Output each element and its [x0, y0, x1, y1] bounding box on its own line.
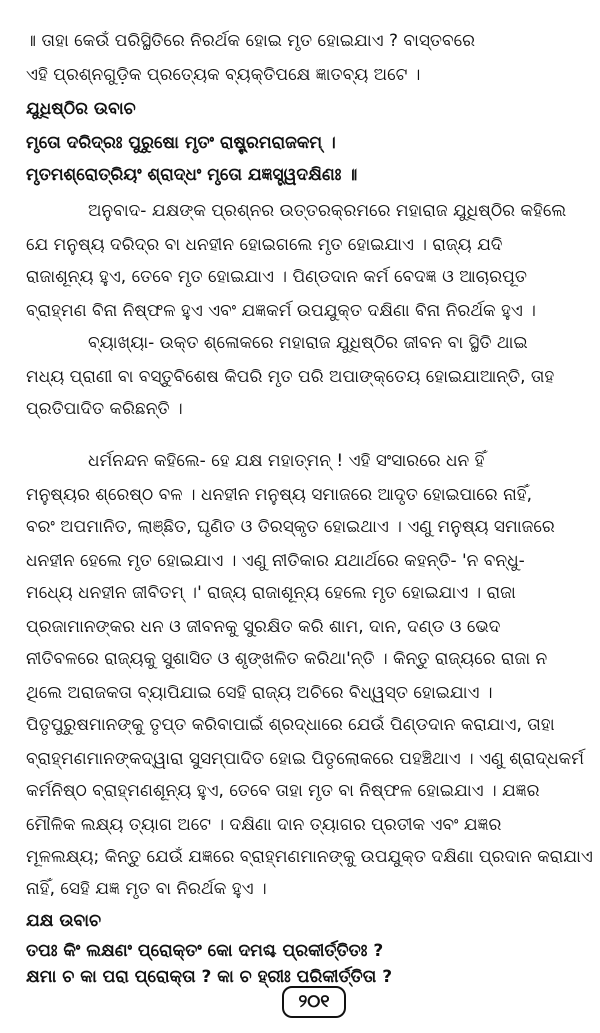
text-line: ॥ ତାହା କେଉଁ ପରିସ୍ଥିତିରେ ନିରର୍ଥକ ହୋଇ ମୃତ ହୋଇଯାଏ ? ବାସ୍ତବରେ — [26, 31, 476, 51]
text-line: ଧର୍ମନନ୍ଦନ କହିଲେ- ହେ ଯକ୍ଷ ମହାତ୍ମନ୍ ! ଏହି ସଂସାରରେ ଧନ ହିଁ — [88, 451, 485, 471]
verse-line: ତପଃ କିଂ ଲକ୍ଷଣଂ ପ୍ରୋକ୍ତଂ କୋ ଦମଶ୍ଚ ପ୍ରକୀର୍ତ୍ତିତଃ ? — [26, 941, 384, 961]
speaker-heading: ଯୁଧିଷ୍ଠିର ଉବାଚ — [26, 99, 136, 119]
text-line: ମଧ୍ୟ ପ୍ରାଣୀ ବା ବସ୍ତୁବିଶେଷ କିପରି ମୃତ ପରି ଅପାଙ୍‌କ୍ତେୟ ହୋଇଯାଆନ୍ତି, ତାହ — [26, 367, 555, 387]
text-line: ଧନହୀନ ହେଲେ ମୃତ ହୋଇଯାଏ । ଏଣୁ ନୀତିକାର ଯଥାର୍ଥରେ କହନ୍ତି- 'ନ ବନ୍ଧୁ- — [26, 551, 525, 571]
text-line: ରାଜାଶୂନ୍ୟ ହୁଏ, ତେବେ ମୃତ ହୋଇଯାଏ । ପିଣ୍ଡଦାନ କର୍ମ ବେଦଜ୍ଞ ଓ ଆଚାରପୂତ — [26, 267, 527, 287]
text-line: ପିତୃପୁରୁଷମାନଙ୍କୁ ତୃପ୍ତ କରିବାପାଇଁ ଶ୍ରଦ୍ଧାରେ ଯେଉଁ ପିଣ୍ଡଦାନ କରାଯାଏ, ତାହା — [26, 715, 555, 735]
verse-line: ମୃତମଶ୍ରୋତ୍ରିୟଂ ଶ୍ରାଦ୍ଧଂ ମୃତୋ ଯଜ୍ଞସ୍ତ୍ୱଦକ୍ଷିଣଃ ॥ — [26, 165, 358, 185]
text-line: ଅନୁବାଦ- ଯକ୍ଷଙ୍କ ପ୍ରଶ୍ନର ଉତ୍ତରକ୍ରମରେ ମହାରାଜ ଯୁଧିଷ୍ଠିର କହିଲେ — [88, 201, 567, 221]
text-line: ବ୍ରାହ୍ମଣମାନଙ୍କଦ୍ୱାରା ସୁସମ୍ପାଦିତ ହୋଇ ପିତୃଲୋକରେ ପହଞ୍ଚିଥାଏ । ଏଣୁ ଶ୍ରାଦ୍ଧକର୍ମ — [26, 749, 584, 769]
verse-line: କ୍ଷମା ଚ କା ପରା ପ୍ରୋକ୍ତା ? କା ଚ ହ୍ରୀଃ ପରିକୀର୍ତ୍ତିତା ? — [26, 967, 393, 987]
text-line: ବ୍ରାହ୍ମଣ ବିନା ନିଷ୍ଫଳ ହୁଏ ଏବଂ ଯଜ୍ଞକର୍ମ ଉପଯୁକ୍ତ ଦକ୍ଷିଣା ବିନା ନିରର୍ଥକ ହୁଏ । — [26, 301, 536, 321]
text-line: ମନୁଷ୍ୟର ଶ୍ରେଷ୍ଠ ବଳ । ଧନହୀନ ମନୁଷ୍ୟ ସମାଜରେ ଆଦୃତ ହୋଇପାରେ ନାହିଁ, — [26, 485, 533, 505]
text-line: ବ୍ୟାଖ୍ୟା- ଉକ୍ତ ଶ୍ଳୋକରେ ମହାରାଜ ଯୁଧିଷ୍ଠିର ଜୀବନ ବା ସ୍ଥିତି ଥାଇ — [88, 333, 528, 353]
text-line: ପ୍ରତିପାଦିତ କରିଛନ୍ତି । — [26, 399, 183, 419]
text-line: କର୍ମନିଷ୍ଠ ବ୍ରାହ୍ମଣଶୂନ୍ୟ ହୁଏ, ତେବେ ତାହା ମୃତ ବା ନିଷ୍ଫଳ ହୋଇଯାଏ । ଯଜ୍ଞର — [26, 781, 540, 801]
text-line: ଥିଲେ ଅରାଜକତା ବ୍ୟାପିଯାଇ ସେହି ରାଜ୍ୟ ଅଚିରେ ବିଧ୍ୱସ୍ତ ହୋଇଯାଏ । — [26, 683, 493, 703]
text-line: ଯେ ମନୁଷ୍ୟ ଦରିଦ୍ର ବା ଧନହୀନ ହୋଇଗଲେ ମୃତ ହୋଇଯାଏ । ରାଜ୍ୟ ଯଦି — [26, 235, 503, 255]
text-line: ମୂଳଲକ୍ଷ୍ୟ; କିନ୍ତୁ ଯେଉଁ ଯଜ୍ଞରେ ବ୍ରାହ୍ମଣମାନଙ୍କୁ ଉପଯୁକ୍ତ ଦକ୍ଷିଣା ପ୍ରଦାନ କରାଯାଏ — [26, 847, 593, 867]
verse-line: ମୃତୋ ଦରିଦ୍ରଃ ପୁରୁଷୋ ମୃତଂ ରାଷ୍ଟ୍ରମରାଜକମ୍ । — [26, 133, 336, 153]
text-line: ବରଂ ଅପମାନିତ, ଲାଞ୍ଛିତ, ଘୃଣିତ ଓ ତିରସ୍କୃତ ହୋଇଥାଏ । ଏଣୁ ମନୁଷ୍ୟ ସମାଜରେ — [26, 517, 555, 537]
speaker-heading: ଯକ୍ଷ ଉବାଚ — [26, 911, 102, 931]
text-line: ନୀତିବଳରେ ରାଜ୍ୟକୁ ସୁଶାସିତ ଓ ଶୃଙ୍ଖଳିତ କରିଥା'ନ୍ତି । କିନ୍ତୁ ରାଜ୍ୟରେ ରାଜା ନ — [26, 649, 548, 669]
text-line: ପ୍ରଜାମାନଙ୍କର ଧନ ଓ ଜୀବନକୁ ସୁରକ୍ଷିତ କରି ଶାମ, ଦାନ, ଦଣ୍ଡ ଓ ଭେଦ — [26, 617, 501, 637]
page-number: ୨୦୧ — [282, 986, 346, 1018]
text-line: ମୌଳିକ ଲକ୍ଷ୍ୟ ତ୍ୟାଗ ଅଟେ । ଦକ୍ଷିଣା ଦାନ ତ୍ୟାଗର ପ୍ରତୀକ ଏବଂ ଯଜ୍ଞର — [26, 815, 502, 835]
text-line: ମଧ୍ୟେ ଧନହୀନ ଜୀବିତମ୍ ।' ରାଜ୍ୟ ରାଜାଶୂନ୍ୟ ହେଲେ ମୃତ ହୋଇଯାଏ । ରାଜା — [26, 583, 516, 603]
text-line: ନାହିଁ, ସେହି ଯଜ୍ଞ ମୃତ ବା ନିରର୍ଥକ ହୁଏ । — [26, 879, 267, 899]
text-line: ଏହି ପ୍ରଶ୍ନଗୁଡ଼ିକ ପ୍ରତ୍ୟେକ ବ୍ୟକ୍ତିପକ୍ଷେ ଜ୍ଞାତବ୍ୟ ଅଟେ । — [26, 65, 421, 85]
